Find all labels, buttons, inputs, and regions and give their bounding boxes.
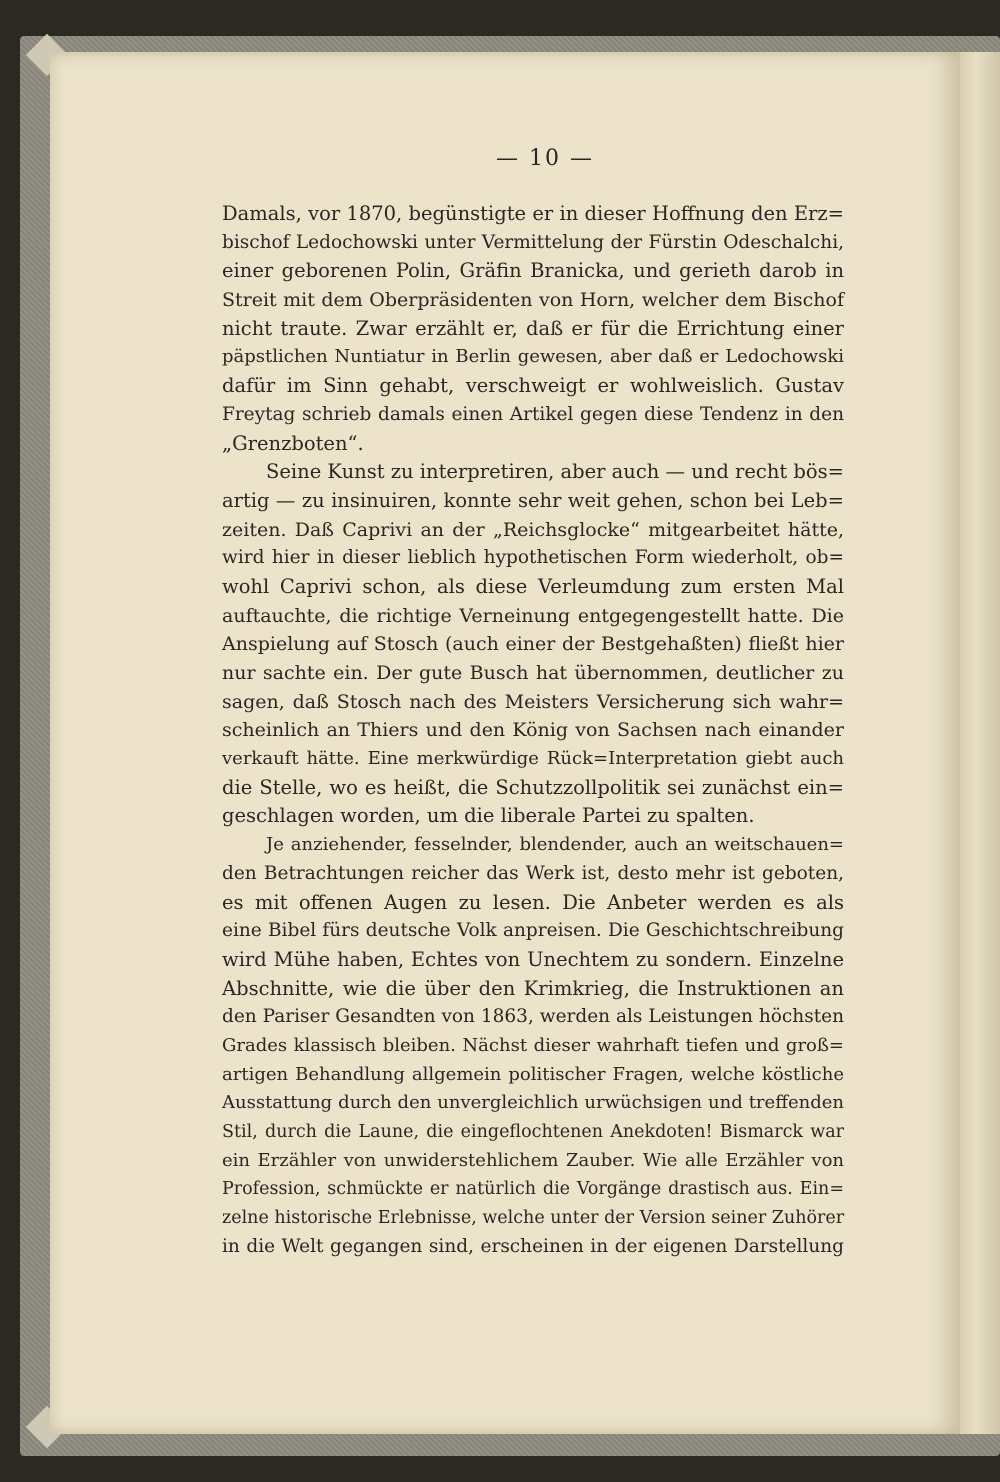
text-line: den Pariser Gesandten von 1863, werden als Leistungen höchsten bbox=[222, 1006, 844, 1028]
text-line: scheinlich an Thiers und den König von Sachsen nach einander bbox=[222, 719, 844, 742]
text-line: Streit mit dem Oberpräsidenten von Horn, welcher dem Bischof bbox=[222, 289, 844, 312]
text-line: geschlagen worden, um die liberale Partei zu spalten. bbox=[222, 804, 755, 828]
text-line: Profession, schmückte er natürlich die Vorgänge drastisch aus. Ein= bbox=[222, 1179, 844, 1200]
text-line: Seine Kunst zu interpretiren, aber auch — und recht bös= bbox=[266, 460, 844, 484]
text-line: zelne historische Erlebnisse, welche unter der Version seiner Zuhörer bbox=[222, 1208, 845, 1229]
text-line: auftauchte, die richtige Verneinung entgegengestellt hatte. Die bbox=[222, 604, 844, 627]
text-line: Je anziehender, fesselnder, blendender, auch an weitschauen= bbox=[266, 834, 844, 856]
text-line: die Stelle, wo es heißt, die Schutzzollpolitik sei zunächst ein= bbox=[222, 775, 844, 799]
text-line: Grades klassisch bleiben. Nächst dieser wahrhaft tiefen und groß= bbox=[222, 1034, 844, 1056]
text-line: zeiten. Daß Caprivi an der „Reichsglocke“ mitgearbeitet hätte, bbox=[222, 518, 844, 541]
text-line: artig — zu insinuiren, konnte sehr weit gehen, schon bei Leb= bbox=[222, 488, 844, 512]
text-line: verkauft hätte. Eine merkwürdige Rück=Interpretation giebt auch bbox=[222, 748, 844, 770]
text-line: nur sachte ein. Der gute Busch hat übernommen, deutlicher zu bbox=[222, 662, 844, 684]
text-line: Damals, vor 1870, begünstigte er in dieser Hoffnung den Erz= bbox=[222, 202, 844, 225]
text-line: einer geborenen Polin, Gräfin Branicka, und gerieth darob in bbox=[222, 259, 844, 283]
text-line: nicht traute. Zwar erzählt er, daß er für die Errichtung einer bbox=[222, 316, 844, 340]
text-line: sagen, daß Stosch nach des Meisters Versicherung sich wahr= bbox=[222, 690, 844, 713]
text-line: artigen Behandlung allgemein politischer Fragen, welche köstliche bbox=[222, 1063, 844, 1085]
text-line: dafür im Sinn gehabt, verschweigt er wohlweislich. Gustav bbox=[222, 374, 844, 398]
body-text bbox=[222, 200, 844, 1261]
next-page-edge bbox=[960, 52, 1000, 1434]
text-line: Freytag schrieb damals einen Artikel gegen diese Tendenz in den bbox=[222, 403, 844, 425]
text-line: wohl Caprivi schon, als diese Verleumdung zum ersten Mal bbox=[222, 574, 844, 598]
text-line: wird Mühe haben, Echtes von Unechtem zu sondern. Einzelne bbox=[222, 947, 844, 971]
text-line: den Betrachtungen reicher das Werk ist, desto mehr ist geboten, bbox=[222, 862, 844, 884]
text-line: Stil, durch die Laune, die eingeflochtenen Anekdoten! Bismarck war bbox=[222, 1122, 844, 1142]
text-line: eine Bibel fürs deutsche Volk anpreisen. Die Geschichtschreibung bbox=[222, 920, 844, 942]
text-line: wird hier in dieser lieblich hypothetischen Form wiederholt, ob= bbox=[222, 547, 844, 569]
page-number: — 10 — bbox=[496, 146, 594, 171]
text-line: „Grenzboten“. bbox=[222, 431, 364, 455]
text-line: Anspielung auf Stosch (auch einer der Bestgehaßten) fließt hier bbox=[222, 633, 844, 656]
text-line: Ausstattung durch den unvergleichlich urwüchsigen und treffenden bbox=[222, 1092, 844, 1114]
text-line: ein Erzähler von unwiderstehlichem Zauber. Wie alle Erzähler von bbox=[222, 1149, 844, 1171]
text-line: es mit offenen Augen zu lesen. Die Anbeter werden es als bbox=[222, 890, 844, 914]
text-line: Abschnitte, wie die über den Krimkrieg, die Instruktionen an bbox=[222, 976, 844, 1000]
text-line: päpstlichen Nuntiatur in Berlin gewesen, aber daß er Ledochowski bbox=[222, 346, 844, 368]
text-line: in die Welt gegangen sind, erscheinen in der eigenen Darstellung bbox=[222, 1235, 844, 1257]
text-line: bischof Ledochowski unter Vermittelung der Fürstin Odeschalchi, bbox=[222, 231, 844, 253]
